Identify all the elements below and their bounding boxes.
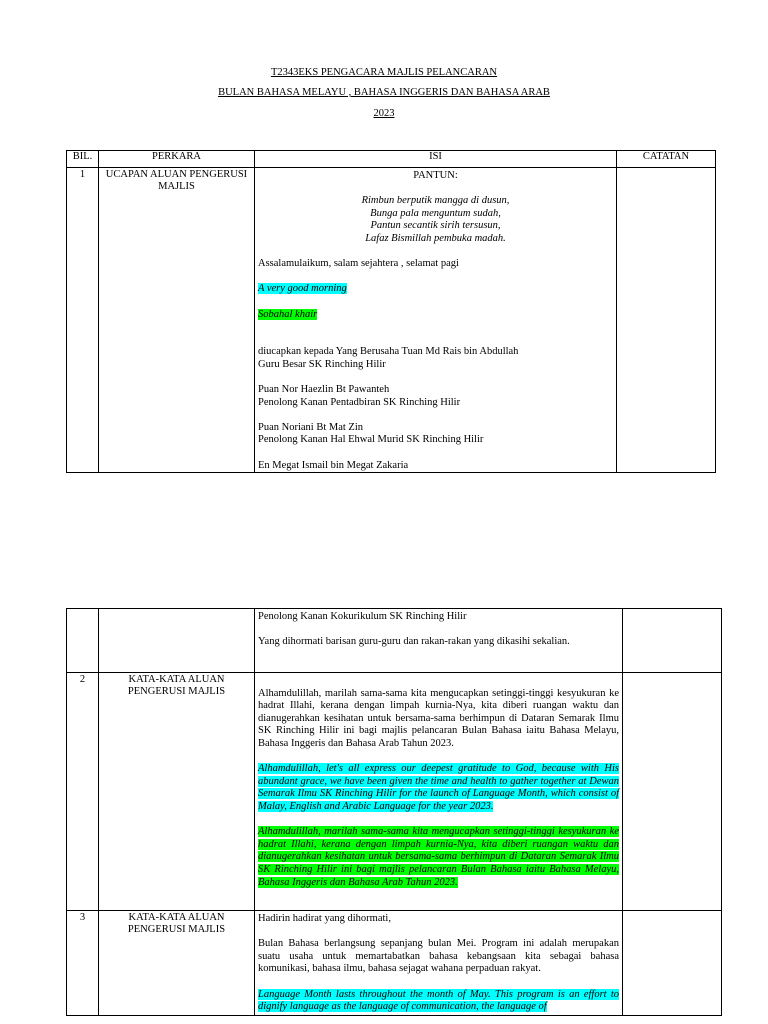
table-row xyxy=(67,168,716,473)
row-isi xyxy=(255,673,623,911)
header-catatan: CATATAN xyxy=(617,151,716,168)
row-perkara xyxy=(99,609,255,673)
addressee-line: En Megat Ismail bin Megat Zakaria xyxy=(258,459,409,471)
row-catatan xyxy=(623,609,722,673)
pantun-title: PANTUN: xyxy=(413,170,458,181)
address-all: Yang dihormati barisan guru-guru dan rakan-rakan yang dikasihi sekalian. xyxy=(258,636,570,648)
header-perkara: PERKARA xyxy=(99,151,255,168)
document-year: 2023 xyxy=(373,108,395,119)
addressee-line: Puan Noriani Bt Mat Zin xyxy=(258,421,363,433)
greeting-line: Hadirin hadirat yang dihormati, xyxy=(258,913,391,924)
pantun-line: Rimbun berputik mangga di dusun, xyxy=(361,195,510,207)
addressee-line: Guru Besar SK Rinching Hilir xyxy=(258,358,386,370)
row-isi xyxy=(255,168,617,473)
row-number: 3 xyxy=(67,911,99,1016)
addressee-line: Penolong Kanan Pentadbiran SK Rinching Hilir xyxy=(258,396,461,408)
row-catatan xyxy=(623,911,722,1016)
pantun-line: Pantun secantik sirih tersusun, xyxy=(370,220,501,232)
row-perkara: UCAPAN ALUAN PENGERUSI MAJLIS xyxy=(99,168,255,473)
paragraph-english: Language Month lasts throughout the month of May. This program is an effort to dignify language as the language of communication, the language of xyxy=(258,988,619,1013)
row-number: 2 xyxy=(67,673,99,911)
addressee-line: Penolong Kanan Kokurikulum SK Rinching Hilir xyxy=(258,611,467,622)
document-title: T2343EKS PENGACARA MAJLIS PELANCARAN xyxy=(270,67,498,78)
row-number: 1 xyxy=(67,168,99,473)
row-isi xyxy=(255,609,623,673)
program-table-part1 xyxy=(66,150,716,473)
greeting-malay: Assalamulaikum, salam sejahtera , selamat pagi xyxy=(258,258,459,270)
document-subtitle: BULAN BAHASA MELAYU , BAHASA INGGERIS DAN BAHASA ARAB xyxy=(218,87,550,98)
addressee-line: Penolong Kanan Hal Ehwal Murid SK Rinching Hilir xyxy=(258,434,484,446)
paragraph-malay: Alhamdulillah, marilah sama-sama kita mengucapkan setinggi-tinggi kesyukuran ke hadrat Illahi, kerana dengan limpah kurnia-Nya, kita diberi ruangan waktu dan dianugerahkan kesihatan untuk bersama-sama berhimpun di Dataran Semarak Ilmu SK Rinching Hilir ini bagi majlis pelancaran Bulan Bahasa iaitu Bahasa Melayu, Bahasa Inggeris dan Bahasa Arab Tahun 2023. xyxy=(258,687,619,749)
header-bil: BIL. xyxy=(67,151,99,168)
table-header-row xyxy=(67,151,716,168)
table-row xyxy=(67,609,722,673)
table-row xyxy=(67,911,722,1016)
header-isi: ISI xyxy=(255,151,617,168)
row-catatan xyxy=(617,168,716,473)
program-table-part2 xyxy=(66,608,722,1016)
row-catatan xyxy=(623,673,722,911)
paragraph-arabic: Alhamdulillah, marilah sama-sama kita mengucapkan setinggi-tinggi kesyukuran ke hadrat Illahi, kerana dengan limpah kurnia-Nya, kita diberi ruangan waktu dan dianugerahkan kesihatan untuk bersama-sama berhimpun di Dataran Semarak Ilmu SK Rinching Hilir ini bagi majlis pelancaran Bulan Bahasa iaitu Bahasa Melayu, Bahasa Inggeris dan Bahasa Arab Tahun 2023. xyxy=(258,826,619,888)
row-perkara: KATA-KATA ALUAN PENGERUSI MAJLIS xyxy=(99,911,255,1016)
greeting-arabic: Sobahal khair xyxy=(258,308,318,320)
row-isi xyxy=(255,911,623,1016)
row-perkara: KATA-KATA ALUAN PENGERUSI MAJLIS xyxy=(99,673,255,911)
pantun-line: Bunga pala menguntum sudah, xyxy=(370,207,501,219)
addressee-line: diucapkan kepada Yang Berusaha Tuan Md Rais bin Abdullah xyxy=(258,346,519,358)
row-number xyxy=(67,609,99,673)
pantun-line: Lafaz Bismillah pembuka madah. xyxy=(365,232,506,244)
paragraph-english: Alhamdulillah, let's all express our deepest gratitude to God, because with His abundant grace, we have been given the time and health to gather together at Dewan Semarak Ilmu SK Rinching Hilir for the launch of Language Month, which consist of Malay, English and Arabic Language for the year 2023. xyxy=(258,763,619,812)
table-row xyxy=(67,673,722,911)
paragraph-malay: Bulan Bahasa berlangsung sepanjang bulan Mei. Program ini adalah merupakan suatu usaha untuk memartabatkan bahasa kebangsaan kita sebagai bahasa komunikasi, bahasa ilmu, bahasa sejagat wahana perpaduan rakyat. xyxy=(258,938,619,975)
addressee-line: Puan Nor Haezlin Bt Pawanteh xyxy=(258,384,390,396)
greeting-english: A very good morning xyxy=(258,283,347,295)
